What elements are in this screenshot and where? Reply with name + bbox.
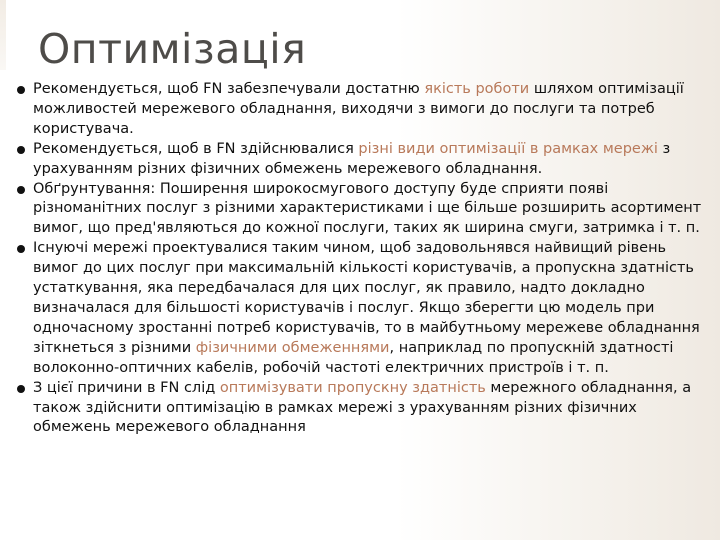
bullet-text: Існуючі мережі проектувалися таким чином, щоб задовольнявся найвищий рівень вимог до цих послуг при максимальній кількості користувачів, а пропускна здатність устаткування, яка передбачалася для цих послуг, як правило, надто докладно визначалася для більшості користувачів і послуг. Якщо зберегти цю модель при одночасному зростанні потреб користувачів, то в майбутньому мережеве обладнання зіткнеться з різними xyxy=(33,240,700,356)
bullet-list xyxy=(16,80,716,438)
highlight-text: якість роботи xyxy=(424,81,530,97)
bullet-text: , наприклад по пропускній здатності волоконно-оптичних кабелів, робочій частоті електричних пристроїв і т. п. xyxy=(33,339,674,376)
slide-title: Оптимізація xyxy=(38,25,307,73)
bullet-text: Обґрунтування: Поширення широкосмугового доступу буде сприяти появі різноманітних послуг з різними характеристиками і ще більше розширить асортимент вимог, що пред'являються до кожної послуги, таких як ширина смуги, затримка і т. п. xyxy=(33,180,702,237)
bullet-item xyxy=(16,239,716,378)
bullet-dot-icon xyxy=(17,86,25,94)
bullet-text: мережного обладнання, а також здійснити оптимізацію в рамках мережі з урахуванням різних фізичних обмежень мережевого обладнання xyxy=(33,379,692,436)
corner-decoration xyxy=(0,0,6,70)
bullet-text: З цієї причини в FN слід xyxy=(33,379,220,396)
bullet-text: Рекомендується, щоб в FN здійснювалися xyxy=(33,140,359,157)
bullet-dot-icon xyxy=(17,385,25,393)
bullet-text: шляхом оптимізації можливостей мережевого обладнання, виходячи з вимоги до послуги та потреб користувача. xyxy=(33,81,684,137)
bullet-text: з урахуванням різних фізичних обмежень мережевого обладнання. xyxy=(33,140,671,177)
highlight-text: фізичними обмеженнями xyxy=(195,339,390,356)
bullet-dot-icon xyxy=(17,186,25,194)
bullet-item xyxy=(16,140,716,180)
bullet-item xyxy=(16,379,716,439)
bullet-item xyxy=(16,180,716,240)
bullet-dot-icon xyxy=(17,245,25,253)
bullet-item xyxy=(16,80,716,140)
bullet-text: Рекомендується, щоб FN забезпечували достатню xyxy=(33,81,425,97)
highlight-text: оптимізувати пропускну здатність xyxy=(219,379,486,396)
bullet-dot-icon xyxy=(17,146,25,154)
highlight-text: різні види оптимізації в рамках мережі xyxy=(358,140,658,157)
